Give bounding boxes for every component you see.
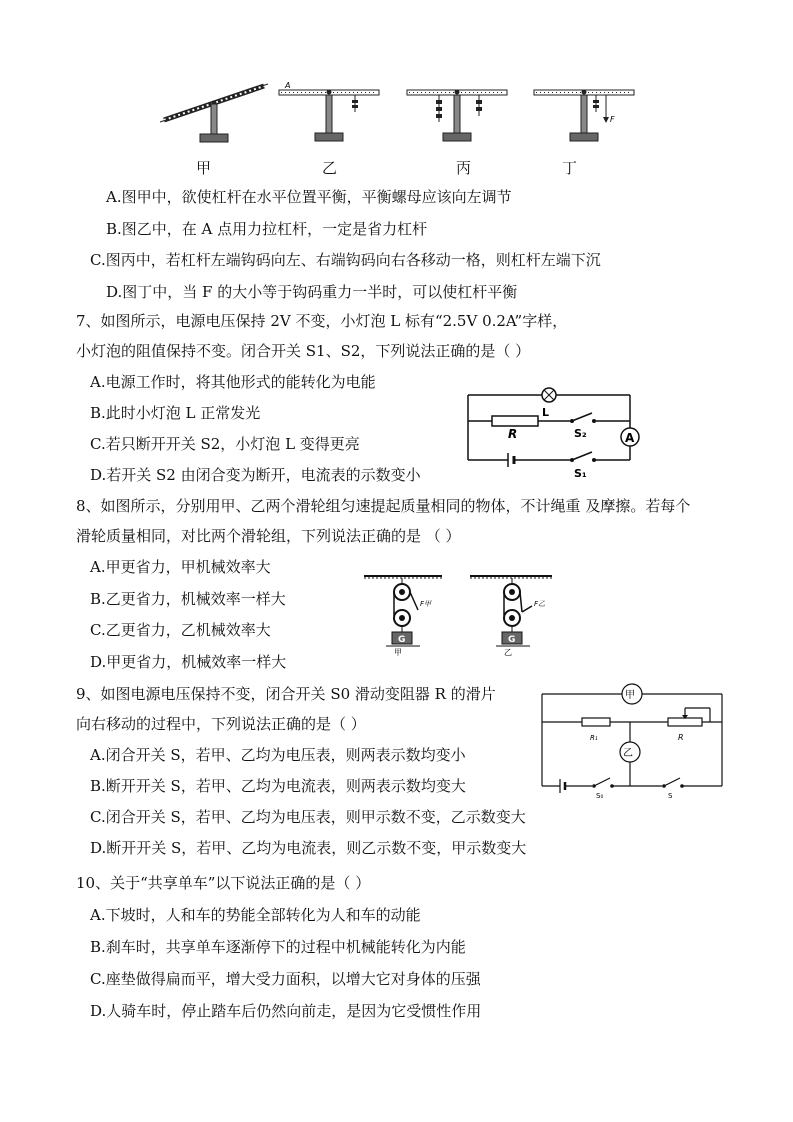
lever-figure-yi	[275, 80, 385, 148]
q6-option-b: B.图乙中，在 A 点用力拉杠杆，一定是省力杠杆	[106, 220, 428, 238]
fig-label-yi: 乙	[322, 159, 338, 177]
q8-option-d: D.甲更省力，机械效率一样大	[90, 653, 287, 671]
q10-stem: 10、关于“共享单车”以下说法正确的是（ ）	[76, 874, 371, 892]
q9-option-d: D.断开开关 S，若甲、乙均为电流表，则乙示数不变，甲示数变大	[90, 839, 527, 857]
q8-option-a: A.甲更省力，甲机械效率大	[90, 558, 271, 576]
weight-g-label-yi: G	[508, 635, 516, 645]
q10-option-d: D.人骑车时，停止踏车后仍然向前走，是因为它受惯性作用	[90, 1002, 482, 1020]
meter-yi-label: 乙	[623, 748, 633, 759]
lever-figure-jia	[160, 78, 270, 148]
q9-option-a: A.闭合开关 S，若甲、乙均为电压表，则两表示数均变小	[90, 746, 466, 764]
q8-stem-line1: 8、如图所示，分别用甲、乙两个滑轮组匀速提起质量相同的物体，不计绳重 及摩擦。若每个	[76, 497, 691, 515]
lamp-label: L	[542, 406, 550, 419]
q10-option-c: C.座垫做得扁而平，增大受力面积，以增大它对身体的压强	[90, 970, 481, 988]
switch-s2-label: S₂	[574, 427, 587, 440]
q10-option-a: A.下坡时，人和车的势能全部转化为人和车的动能	[90, 906, 421, 924]
q7-stem-line2: 小灯泡的阻值保持不变。闭合开关 S1、S2，下列说法正确的是（ ）	[76, 342, 531, 360]
fig-label-bing: 丙	[456, 159, 472, 177]
q7-circuit-diagram	[462, 385, 652, 480]
switch-s1-label: S₁	[574, 467, 587, 480]
pulley-label-yi: 乙	[504, 648, 512, 657]
q7-stem-line1: 7、如图所示，电源电压保持 2V 不变，小灯泡 L 标有“2.5V 0.2A”字样，	[76, 312, 568, 330]
lever-figure-bing	[403, 80, 513, 148]
ammeter-label: A	[625, 431, 635, 445]
force-f-label: F	[610, 115, 615, 124]
q8-option-c: C.乙更省力，乙机械效率大	[90, 621, 271, 639]
point-a-label: A	[285, 81, 291, 90]
q7-option-b: B.此时小灯泡 L 正常发光	[90, 404, 261, 422]
q6-option-d: D.图丁中，当 F 的大小等于钩码重力一半时，可以使杠杆平衡	[106, 283, 518, 301]
q6-option-c: C.图丙中，若杠杆左端钩码向左、右端钩码向右各移动一格，则杠杆左端下沉	[90, 251, 601, 269]
rheostat-r-label: R	[678, 733, 684, 742]
q9-circuit-diagram	[538, 682, 728, 800]
force-label-yi: F乙	[534, 600, 546, 608]
fig-label-ding: 丁	[562, 159, 578, 177]
weight-g-label-jia: G	[398, 635, 406, 645]
q9-stem-line1: 9、如图电源电压保持不变，闭合开关 S0 滑动变阻器 R 的滑片	[76, 685, 496, 703]
q8-option-b: B.乙更省力，机械效率一样大	[90, 590, 286, 608]
q7-option-c: C.若只断开开关 S2，小灯泡 L 变得更亮	[90, 435, 360, 453]
q7-option-d: D.若开关 S2 由闭合变为断开，电流表的示数变小	[90, 466, 421, 484]
resistor-r1-label: R₁	[590, 734, 598, 742]
switch-s-label: S	[668, 792, 673, 800]
q9-option-c: C.闭合开关 S，若甲、乙均为电压表，则甲示数不变，乙示数变大	[90, 808, 526, 826]
q8-stem-line2: 滑轮质量相同，对比两个滑轮组，下列说法正确的是 （ ）	[76, 527, 461, 545]
q6-option-a: A.图甲中，欲使杠杆在水平位置平衡，平衡螺母应该向左调节	[106, 188, 512, 206]
q9-option-b: B.断开开关 S，若甲、乙均为电流表，则两表示数均变大	[90, 777, 466, 795]
q10-option-b: B.刹车时，共享单车逐渐停下的过程中机械能转化为内能	[90, 938, 466, 956]
lever-figure-ding	[530, 80, 640, 148]
meter-jia-label: 甲	[625, 690, 635, 701]
pulley-label-jia: 甲	[394, 648, 402, 657]
q8-pulley-diagram	[362, 572, 562, 656]
resistor-r-label: R	[508, 427, 518, 441]
fig-label-jia: 甲	[196, 159, 212, 177]
force-label-jia: F甲	[420, 600, 432, 608]
q7-option-a: A.电源工作时，将其他形式的能转化为电能	[90, 373, 376, 391]
q9-stem-line2: 向右移动的过程中，下列说法正确的是（ ）	[76, 715, 366, 733]
switch-s0-label: S₀	[596, 792, 604, 800]
